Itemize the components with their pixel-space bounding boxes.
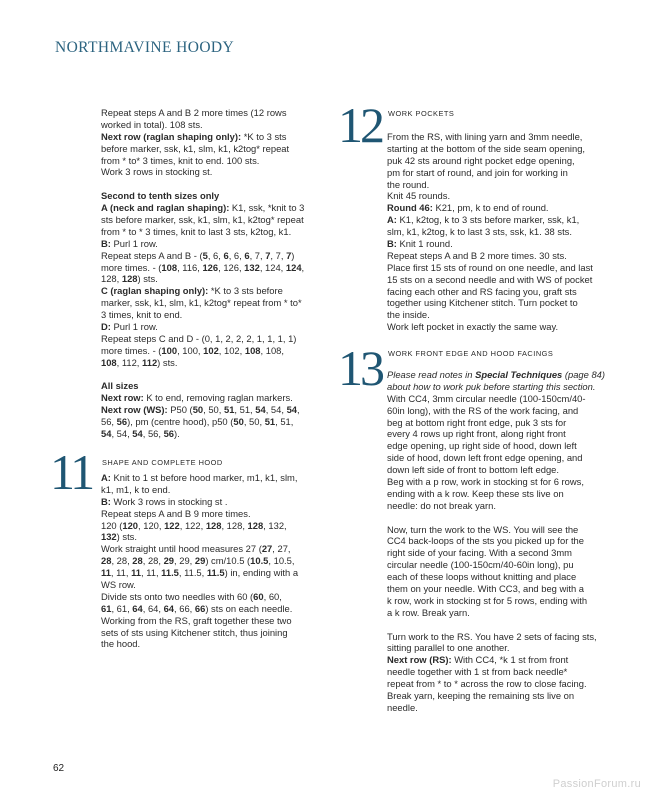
- blank-line: [101, 178, 304, 190]
- text-line: [101, 155, 304, 167]
- text-line: [387, 131, 593, 143]
- text-run: before marker, ssk, k1, slm, k1, k2tog* repeat: [101, 142, 290, 154]
- text-run: ) sts.: [157, 356, 178, 368]
- text-run: From the RS, with lining yarn and 3mm needle,: [387, 131, 583, 142]
- text-run: 29: [163, 555, 175, 567]
- section-body-work-pockets: [387, 131, 593, 333]
- text-run: starting at the bottom of the side seam opening,: [387, 142, 586, 154]
- blank-line: [387, 512, 605, 524]
- text-run: Break yarn, keeping the remaining sts live on: [387, 690, 575, 702]
- text-line: [387, 666, 605, 678]
- text-run: Knit 1 round.: [396, 238, 453, 250]
- text-run: 6: [223, 249, 229, 261]
- text-run: Next row:: [101, 392, 144, 404]
- text-run: sitting parallel to one another.: [387, 642, 510, 654]
- step-number-11: 11: [50, 444, 93, 500]
- text-run: , 28,: [111, 555, 133, 567]
- text-run: , 11,: [110, 567, 132, 579]
- text-run: K to end, removing raglan markers.: [143, 392, 293, 404]
- text-run: Next row (RS):: [387, 654, 452, 666]
- text-run: facing each other and RS facing you, graft sts: [387, 285, 577, 297]
- text-run: 51: [223, 404, 235, 416]
- text-run: 6: [244, 249, 250, 261]
- text-line: [387, 262, 593, 274]
- text-line: [387, 595, 605, 607]
- text-run: , 54,: [265, 404, 287, 416]
- text-run: Repeat steps A and B 9 more times.: [101, 507, 251, 519]
- text-run: 3 times, knit to end.: [101, 309, 183, 321]
- text-run: ) sts on each needle.: [205, 602, 293, 614]
- text-run: 108: [161, 261, 178, 273]
- text-line: [101, 496, 298, 508]
- text-line: [101, 357, 304, 369]
- text-run: B:: [101, 495, 111, 507]
- text-run: , 11.5,: [178, 567, 207, 579]
- text-run: 128,: [101, 273, 122, 285]
- text-run: 29: [194, 555, 206, 567]
- text-line: [387, 547, 605, 559]
- text-run: ): [291, 249, 295, 261]
- text-run: 128: [205, 519, 222, 531]
- text-run: 66: [194, 602, 206, 614]
- text-run: D:: [101, 321, 111, 333]
- text-run: ) sts.: [137, 273, 158, 285]
- text-run: ,: [297, 404, 300, 416]
- text-run: , 108,: [260, 344, 284, 356]
- text-run: 15 sts on a second needle and with WS of pocket: [387, 273, 593, 285]
- text-run: needle: do not break yarn.: [387, 499, 496, 511]
- text-run: them on your needle. With CC3, and beg with a: [387, 583, 584, 595]
- text-line: [387, 309, 593, 321]
- text-run: Repeat steps C and D - (0, 1, 2, 2, 2, 1, 1, 1, 1): [101, 332, 297, 344]
- text-line: [101, 638, 298, 650]
- text-run: Now, turn the work to the WS. You will see the: [387, 523, 579, 535]
- text-run: 7: [265, 249, 271, 261]
- text-run: 64: [132, 602, 143, 614]
- text-run: 132: [244, 261, 260, 273]
- text-run: C (raglan shaping only):: [101, 285, 209, 297]
- text-run: about how to work puk before starting this section.: [387, 380, 596, 392]
- text-line: [387, 250, 593, 262]
- text-run: 56: [163, 428, 175, 440]
- text-run: repeat from * to * across the row to close facing.: [387, 678, 587, 690]
- text-run: 54: [255, 404, 266, 416]
- text-run: Special Techniques: [475, 369, 563, 380]
- text-line: [101, 404, 304, 416]
- text-run: K1, k2tog, k to 3 sts before marker, ssk, k1,: [396, 214, 580, 226]
- text-run: 112: [142, 356, 158, 368]
- text-line: [101, 262, 304, 274]
- text-run: every 4 rows up right front, along right front: [387, 428, 566, 440]
- text-line: [101, 579, 298, 591]
- text-line: [387, 690, 605, 702]
- text-line: [387, 440, 605, 452]
- text-line: [101, 484, 298, 496]
- step-number-12: 12: [338, 97, 382, 153]
- text-run: Working from the RS, graft together these two: [101, 614, 292, 626]
- text-run: , 56,: [142, 428, 164, 440]
- text-line: [387, 571, 605, 583]
- text-run: 11.5: [206, 567, 225, 579]
- text-line: [101, 226, 304, 238]
- text-line: [387, 286, 593, 298]
- text-run: 122: [164, 519, 180, 531]
- text-run: Work 3 rows in stocking st .: [110, 495, 228, 507]
- text-line: [387, 702, 605, 714]
- text-line: [101, 416, 304, 428]
- text-line: [387, 321, 593, 333]
- text-line: [101, 190, 304, 202]
- text-run: 64: [163, 602, 175, 614]
- section-heading-work-pockets: WORK POCKETS: [388, 109, 455, 118]
- text-run: ending with a k row. Keep these sts live on: [387, 487, 564, 499]
- text-run: each of these loops without knitting and place: [387, 571, 577, 583]
- blank-line: [387, 619, 605, 631]
- text-run: Please read notes in: [387, 369, 476, 380]
- text-run: , 116,: [177, 261, 203, 273]
- text-line: [101, 392, 304, 404]
- text-run: 7: [286, 249, 292, 261]
- text-run: needle together with 1 st from back needle*: [387, 666, 568, 678]
- text-line: [101, 297, 304, 309]
- step-number-13: 13: [338, 340, 382, 396]
- text-line: [387, 654, 605, 666]
- text-run: , 51,: [275, 416, 294, 428]
- text-line: [387, 452, 605, 464]
- text-line: [101, 285, 304, 297]
- text-line: [101, 555, 298, 567]
- text-run: , 132,: [263, 519, 287, 531]
- text-line: [387, 155, 593, 167]
- text-line: [387, 642, 605, 654]
- text-run: *K to 3 sts before: [208, 285, 283, 297]
- blank-line: [101, 369, 304, 381]
- text-run: K21, pm, k to end of round.: [432, 202, 549, 214]
- text-run: A:: [101, 472, 111, 483]
- text-line: [387, 381, 605, 393]
- text-run: Purl 1 row.: [110, 237, 158, 249]
- text-run: 10.5: [250, 555, 269, 567]
- text-run: 60in long), with the RS of the work facing, and: [387, 404, 579, 416]
- text-line: [387, 202, 593, 214]
- text-run: 27: [261, 543, 273, 555]
- text-run: k1, m1, k to end.: [101, 483, 171, 495]
- text-run: Turn work to the RS. You have 2 sets of facing sts,: [387, 630, 597, 642]
- section-body-front-edge: [387, 369, 605, 714]
- text-line: [101, 202, 304, 214]
- text-line: [101, 472, 298, 484]
- text-run: 108: [244, 344, 261, 356]
- text-run: , 60,: [263, 590, 282, 602]
- text-line: [387, 214, 593, 226]
- text-run: 128: [121, 273, 138, 285]
- text-run: CC4 back-loops of the sts you picked up for the: [387, 535, 584, 547]
- text-line: [101, 238, 304, 250]
- text-run: 50: [233, 416, 244, 428]
- text-run: , 50,: [243, 416, 265, 428]
- text-run: worked in total). 108 sts.: [101, 118, 203, 130]
- text-run: 5: [202, 249, 208, 261]
- text-line: [387, 297, 593, 309]
- text-run: beg at bottom right front edge, puk 3 sts for: [387, 416, 567, 428]
- text-line: [387, 405, 605, 417]
- text-run: Repeat steps A and B - (: [101, 249, 203, 261]
- text-line: [101, 591, 298, 603]
- text-run: ).: [174, 428, 180, 440]
- text-run: 100: [161, 344, 178, 356]
- text-run: 28: [101, 555, 112, 567]
- text-line: [387, 393, 605, 405]
- text-run: , 128,: [221, 519, 248, 531]
- text-run: , 102,: [218, 344, 245, 356]
- text-line: [101, 603, 298, 615]
- text-line: [101, 567, 298, 579]
- text-line: [101, 321, 304, 333]
- text-run: ,: [301, 261, 305, 273]
- text-run: puk 42 sts around right pocket edge opening,: [387, 154, 575, 166]
- text-run: the inside.: [387, 309, 430, 321]
- text-run: 120: [122, 519, 139, 531]
- text-run: , 10.5,: [268, 555, 295, 567]
- text-run: pm for start of round, and join for working in: [387, 166, 568, 178]
- text-line: [387, 488, 605, 500]
- text-run: 54: [101, 428, 112, 440]
- text-run: , 66,: [174, 602, 195, 614]
- section-heading-shape-hood: SHAPE AND COMPLETE HOOD: [102, 458, 223, 467]
- text-run: slm, k1, k2tog, k to last 3 sts, ssk, k1. 38 sts.: [387, 226, 572, 238]
- text-run: sets of sts using Kitchener stitch, thus joining: [101, 626, 288, 638]
- text-line: [101, 380, 304, 392]
- text-run: 102: [203, 344, 219, 356]
- text-line: [101, 143, 304, 155]
- text-line: [387, 369, 605, 381]
- page-number: 62: [53, 763, 65, 774]
- text-run: , 112,: [116, 356, 143, 368]
- watermark: PassionForum.ru: [552, 778, 641, 790]
- text-run: Repeat steps A and B 2 more times. 30 sts.: [387, 249, 567, 261]
- text-run: , 6,: [207, 249, 224, 261]
- text-run: 126: [202, 261, 219, 273]
- text-run: K1, ssk, *knit to 3: [229, 202, 305, 214]
- text-run: Work straight until hood measures 27 (: [101, 543, 262, 555]
- text-run: Knit 45 rounds.: [387, 190, 451, 202]
- text-run: , 54,: [111, 428, 133, 440]
- text-run: more times. - (: [101, 261, 162, 273]
- text-run: With CC4, *k 1 st from front: [451, 654, 569, 666]
- text-line: [387, 167, 593, 179]
- text-run: , 120,: [138, 519, 165, 531]
- text-run: 28: [132, 555, 143, 567]
- text-run: a k row. Break yarn.: [387, 606, 470, 618]
- text-run: Second to tenth sizes only: [101, 190, 220, 202]
- text-line: [101, 345, 304, 357]
- text-line: [387, 417, 605, 429]
- text-run: edge opening, up right side of hood, down left: [387, 440, 577, 452]
- text-run: ) cm/10.5 (: [205, 555, 251, 567]
- text-run: 11: [101, 567, 111, 579]
- text-run: *K to 3 sts: [241, 130, 287, 142]
- text-line: [387, 464, 605, 476]
- text-line: [101, 333, 304, 345]
- text-run: side of hood, down left front edge opening, and: [387, 452, 583, 464]
- text-run: Work 3 rows in stocking st.: [101, 166, 213, 178]
- text-run: 54: [286, 404, 298, 416]
- text-run: Round 46:: [387, 202, 433, 214]
- text-run: Beg with a p row, work in stocking st for 6 rows,: [387, 476, 584, 488]
- text-run: Purl 1 row.: [110, 321, 158, 333]
- text-run: 54: [132, 428, 143, 440]
- text-line: [101, 273, 304, 285]
- text-line: [387, 238, 593, 250]
- text-run: marker, ssk, k1, slm, k1, k2tog* repeat from * to*: [101, 297, 302, 309]
- text-run: down left side of front to bottom left edge.: [387, 464, 559, 476]
- text-run: A (neck and raglan shaping):: [101, 202, 230, 214]
- text-line: [101, 508, 298, 520]
- text-run: 61: [101, 602, 112, 614]
- text-run: Next row (WS):: [101, 404, 168, 416]
- text-line: [101, 250, 304, 262]
- text-run: , 64,: [142, 602, 164, 614]
- text-line: [387, 607, 605, 619]
- text-run: 128: [247, 519, 264, 531]
- text-run: from * to* 3 times, knit to end. 100 sts.: [101, 154, 260, 166]
- text-run: Divide sts onto two needles with 60 (: [101, 590, 254, 602]
- text-run: k row, work in stocking st for 5 rows, ending with: [387, 594, 588, 606]
- text-line: [387, 428, 605, 440]
- text-line: [387, 226, 593, 238]
- left-intro-text: [101, 107, 304, 440]
- text-line: [101, 627, 298, 639]
- text-run: Next row (raglan shaping only):: [101, 130, 242, 142]
- text-run: 11.5: [161, 567, 179, 579]
- text-run: (page 84): [562, 369, 606, 380]
- text-line: [387, 524, 605, 536]
- text-line: [101, 520, 298, 532]
- text-run: , 124,: [259, 261, 286, 273]
- text-run: 50: [192, 404, 204, 416]
- text-run: , 122,: [179, 519, 206, 531]
- text-run: 124: [285, 261, 302, 273]
- text-run: , 61,: [111, 602, 133, 614]
- text-run: , 50,: [203, 404, 224, 416]
- text-run: the hood.: [101, 638, 141, 650]
- text-run: B:: [101, 237, 111, 249]
- text-run: 120 (: [101, 519, 123, 531]
- text-run: ), pm (centre hood), p50 (: [127, 416, 234, 428]
- text-line: [101, 166, 304, 178]
- text-run: 56,: [101, 416, 117, 428]
- text-line: [387, 631, 605, 643]
- text-line: [387, 500, 605, 512]
- text-run: 56: [116, 416, 128, 428]
- text-run: , 27,: [272, 543, 291, 555]
- text-run: ) in, ending with a: [224, 567, 299, 579]
- text-run: , 100,: [177, 344, 204, 356]
- text-run: P50 (: [167, 404, 193, 416]
- text-run: , 28,: [142, 555, 164, 567]
- text-line: [101, 214, 304, 226]
- text-run: , 6,: [228, 249, 245, 261]
- text-run: , 29,: [174, 555, 195, 567]
- page-title: NORTHMAVINE HOODY: [55, 39, 235, 56]
- text-run: sts before marker, ssk, k1, slm, k1, k2tog* repeat: [101, 214, 304, 226]
- text-run: together using Kitchener stitch. Turn pocket to: [387, 297, 578, 309]
- text-run: 108: [101, 356, 117, 368]
- text-run: With CC4, 3mm circular needle (100-150cm/40-: [387, 392, 586, 404]
- text-run: 60: [253, 590, 264, 602]
- text-run: Place first 15 sts of round on one needle, and last: [387, 261, 593, 273]
- text-run: , 11,: [141, 567, 162, 579]
- text-run: B:: [387, 238, 397, 250]
- text-run: Repeat steps A and B 2 more times (12 rows: [101, 107, 287, 118]
- text-line: [101, 615, 298, 627]
- text-line: [387, 583, 605, 595]
- text-line: [101, 309, 304, 321]
- text-line: [101, 428, 304, 440]
- section-body-shape-hood: [101, 472, 298, 650]
- text-run: 51: [264, 416, 276, 428]
- text-line: [387, 179, 593, 191]
- text-run: Knit to 1 st before hood marker, m1, k1, slm,: [110, 472, 298, 483]
- text-run: A:: [387, 214, 397, 226]
- text-line: [101, 531, 298, 543]
- text-run: , 126,: [218, 261, 245, 273]
- text-line: [387, 274, 593, 286]
- text-run: , 7,: [249, 249, 266, 261]
- text-line: [101, 131, 304, 143]
- text-run: 132: [101, 531, 117, 543]
- text-run: from * to * 3 times, knit to last 3 sts, k2tog, k1.: [101, 225, 292, 237]
- text-line: [387, 190, 593, 202]
- text-run: WS row.: [101, 579, 136, 591]
- text-line: [387, 559, 605, 571]
- text-run: more times. - (: [101, 344, 162, 356]
- text-run: Work left pocket in exactly the same way.: [387, 321, 559, 333]
- text-line: [387, 143, 593, 155]
- text-run: , 51,: [234, 404, 256, 416]
- text-run: ) sts.: [116, 531, 137, 543]
- section-heading-front-edge: WORK FRONT EDGE AND HOOD FACINGS: [388, 349, 554, 358]
- text-line: [101, 119, 304, 131]
- text-run: the round.: [387, 178, 430, 190]
- text-line: [387, 678, 605, 690]
- text-line: [101, 543, 298, 555]
- text-run: , 7,: [270, 249, 287, 261]
- text-line: [387, 476, 605, 488]
- text-run: 11: [131, 567, 141, 579]
- text-run: All sizes: [101, 380, 139, 392]
- text-line: [387, 535, 605, 547]
- text-run: right side of your facing. With a second 3mm: [387, 547, 572, 559]
- text-line: [101, 107, 304, 119]
- text-run: needle.: [387, 701, 418, 713]
- text-run: circular needle (100-150cm/40-60in long), pu: [387, 559, 574, 571]
